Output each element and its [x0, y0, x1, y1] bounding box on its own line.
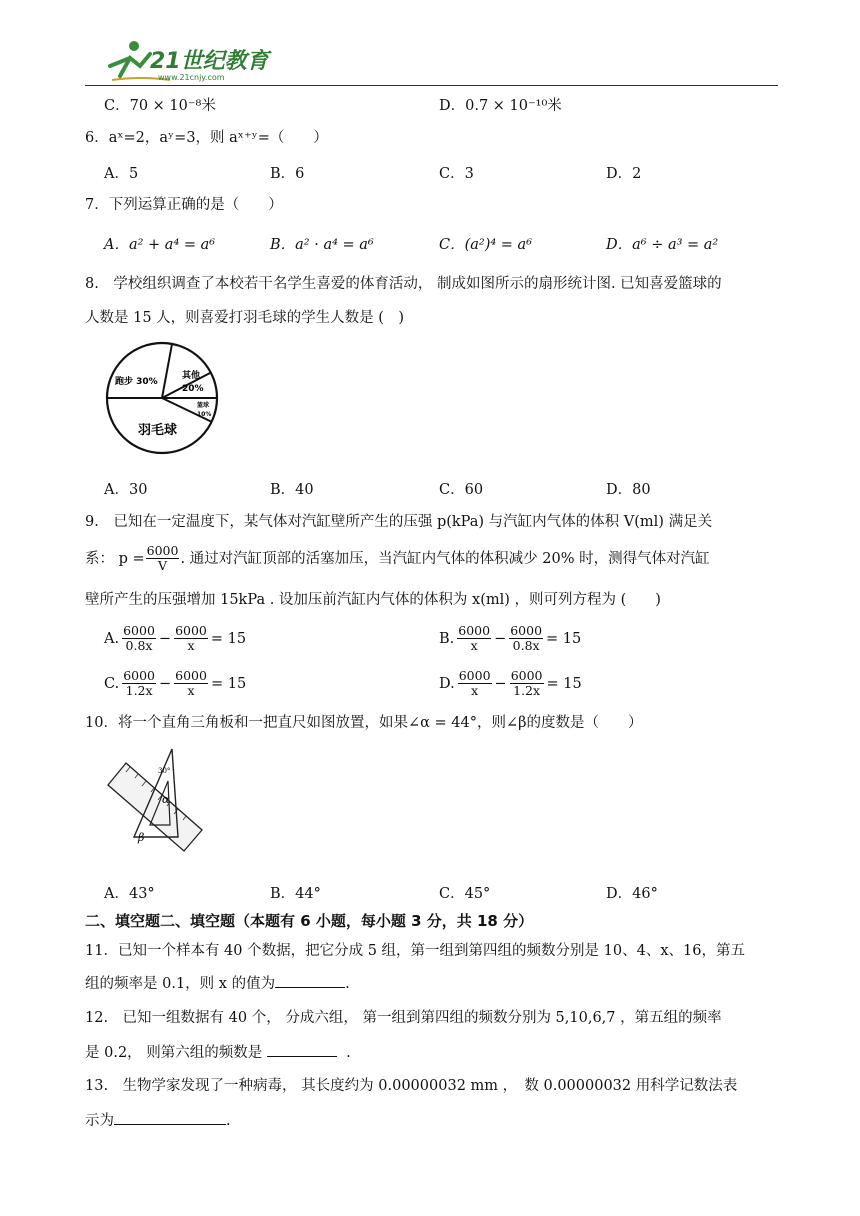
fig-alpha: α [162, 793, 170, 806]
q6-option-a: A．5 [104, 166, 139, 182]
q6-stem: 6．aˣ=2，aʸ=3，则 aˣ⁺ʸ=（ ） [85, 130, 328, 146]
q9-option-c: C. $\frac{6000}{1.2x}$ − $\frac{6000}{x}$ = 15 [104, 668, 247, 698]
q7-option-b: B．a² · a⁴ = a⁶ [270, 237, 374, 253]
pie-label-other-pct: 20% [182, 384, 204, 394]
q12-line2: 是 0.2， 则第六组的频数是 . [85, 1042, 351, 1063]
q12-answer-blank [267, 1042, 337, 1057]
q13-line2: 示为 . [85, 1110, 231, 1131]
q9-option-d: D. $\frac{6000}{x}$ − $\frac{6000}{1.2x}$ = 15 [439, 668, 582, 698]
q11-line1: 11．已知一个样本有 40 个数据，把它分成 5 组，第一组到第四组的频数分别是 10、4、x、16，第五 [85, 943, 745, 959]
q7-option-d: D．a⁶ ÷ a³ = a² [606, 237, 719, 253]
logo-url: www.21cnjy.com [158, 73, 225, 82]
q10-option-c: C．45° [439, 886, 491, 902]
q9-line3: 壁所产生的压强增加 15kPa . 设加压前汽缸内气体的体积为 x(ml) ，则可列方程为 ( ) [85, 592, 661, 608]
pie-label-other: 其他 [182, 371, 201, 381]
q9-option-a: A. $\frac{6000}{0.8x}$ − $\frac{6000}{x}$ = 15 [104, 623, 247, 653]
q11-line2: 组的频率是 0.1，则 x 的值为 . [85, 973, 350, 994]
q10-option-b: B．44° [270, 886, 321, 902]
q8-option-c: C．60 [439, 482, 484, 498]
q5-option-d: D．0.7 × 10⁻¹⁰米 [439, 98, 562, 114]
q11-answer-blank [275, 973, 345, 988]
q8-line1: 8. 学校组织调查了本校若干名学生喜爱的体育活动， 制成如图所示的扇形统计图. 已知喜爱篮球的 [85, 276, 722, 292]
section-2-title: 二、填空题二、填空题（本题有 6 小题，每小题 3 分，共 18 分） [85, 912, 534, 930]
logo-text: 21世纪教育 [150, 49, 269, 74]
q5-option-c: C．70 × 10⁻⁸米 [104, 98, 216, 114]
q8-option-b: B．40 [270, 482, 314, 498]
q13-line1: 13. 生物学家发现了一种病毒， 其长度约为 0.00000032 mm ， 数 0.00000032 用科学记数法表 [85, 1078, 738, 1094]
q10-stem: 10．将一个直角三角板和一把直尺如图放置，如果∠α = 44°，则∠β的度数是（ ） [85, 715, 643, 731]
q7-stem: 7．下列运算正确的是（ ） [85, 197, 283, 213]
q8-option-a: A．30 [104, 482, 148, 498]
q9-formula-fraction: $\frac{6000}{V}$ [146, 543, 179, 573]
ruler-triangle-figure [104, 745, 204, 855]
pie-label-basketball-pct: 10% [197, 411, 212, 418]
q8-option-d: D．80 [606, 482, 651, 498]
q6-option-b: B．6 [270, 166, 305, 182]
q12-line1: 12. 已知一组数据有 40 个， 分成六组， 第一组到第四组的频数分别为 5,10,6,7 ，第五组的频率 [85, 1010, 722, 1026]
q8-line2: 人数是 15 人，则喜爱打羽毛球的学生人数是 ( ) [85, 310, 405, 326]
q13-answer-blank [114, 1110, 226, 1125]
q10-option-a: A．43° [104, 886, 155, 902]
q7-option-c: C．(a²)⁴ = a⁶ [439, 237, 533, 253]
q9-formula-lhs: 系： p = [85, 550, 145, 567]
q9-line2-text: . 通过对汽缸顶部的活塞加压，当汽缸内气体的体积减少 20% 时，测得气体对汽缸 [180, 550, 710, 567]
logo-icon [100, 36, 290, 84]
pie-label-badminton: 羽毛球 [138, 423, 178, 438]
q6-option-c: C．3 [439, 166, 474, 182]
q7-option-a: A．a² + a⁴ = a⁶ [104, 237, 216, 253]
pie-label-run: 跑步 30% [115, 377, 158, 387]
q9-option-b: B. $\frac{6000}{x}$ − $\frac{6000}{0.8x}$ = 15 [439, 623, 582, 653]
pie-label-basketball: 篮球 [197, 402, 210, 409]
pie-chart-figure [100, 336, 224, 460]
fig-angle-30: 30° [158, 767, 171, 775]
q6-option-d: D．2 [606, 166, 642, 182]
q9-line2 [85, 544, 710, 573]
q10-option-d: D．46° [606, 886, 658, 902]
q9-line1: 9. 已知在一定温度下，某气体对汽缸壁所产生的压强 p(kPa) 与汽缸内气体的体积 V(ml) 满足关 [85, 514, 713, 530]
header-rule [85, 85, 778, 86]
fig-beta: β [138, 831, 145, 844]
